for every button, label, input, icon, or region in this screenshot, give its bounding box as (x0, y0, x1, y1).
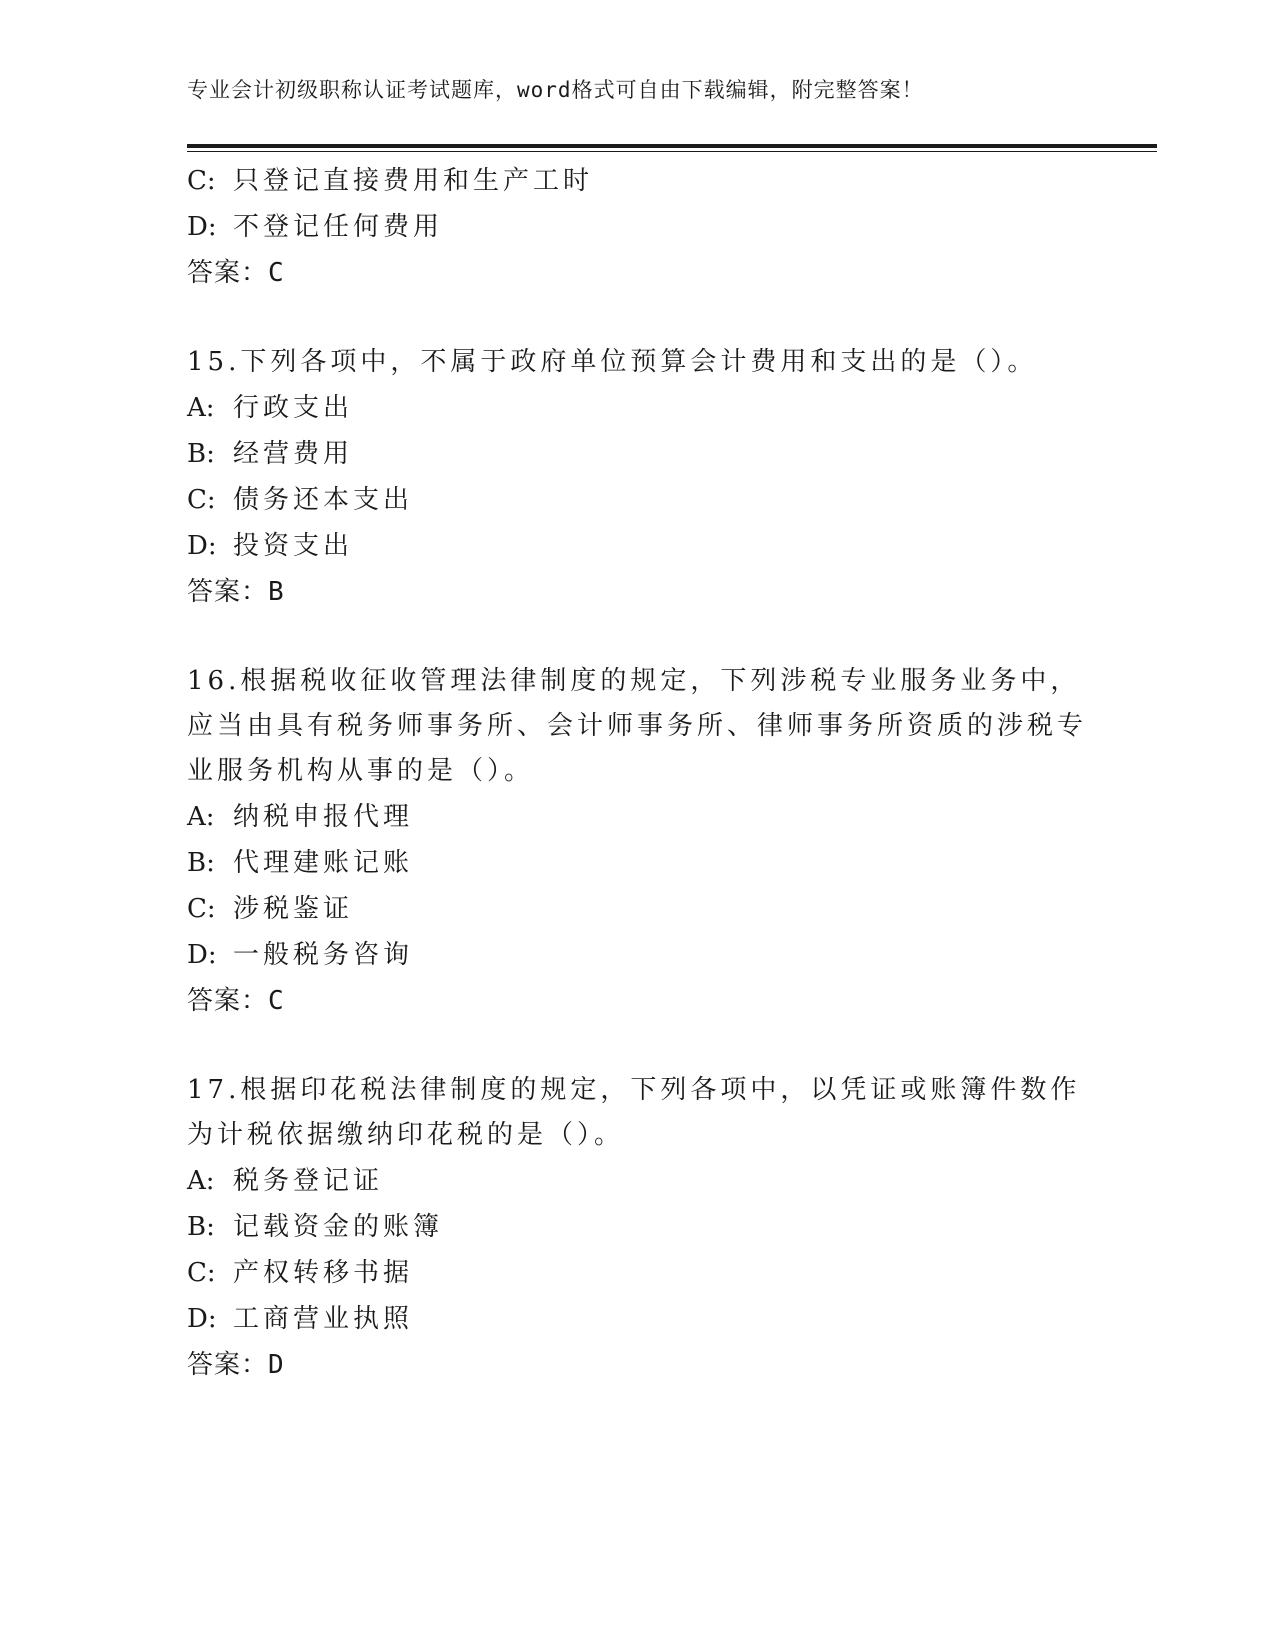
answer-line: 答案：C (187, 986, 285, 1016)
header-rule-thick (187, 144, 1157, 148)
option-d: D: 投资支出 (187, 531, 354, 561)
option-a: A: 纳税申报代理 (187, 802, 414, 832)
option-d: D: 一般税务咨询 (187, 940, 414, 970)
answer-line: 答案：C (187, 258, 285, 288)
question-stem: 15.下列各项中，不属于政府单位预算会计费用和支出的是（）。 (187, 347, 1038, 377)
question-list (187, 158, 1087, 1388)
option-a: A: 税务登记证 (187, 1166, 384, 1196)
question-17 (187, 1068, 1087, 1388)
option-b: B: 经营费用 (187, 439, 354, 469)
option-d: D: 工商营业执照 (187, 1304, 414, 1334)
answer-line: 答案：D (187, 1350, 285, 1380)
question-stem: 16.根据税收征收管理法律制度的规定，下列涉税专业服务业务中，应当由具有税务师事务所、会计师事务所、律师事务所资质的涉税专业服务机构从事的是（）。 (187, 666, 1088, 786)
option-c: C: 产权转移书据 (187, 1258, 414, 1288)
answer-line: 答案：B (187, 577, 285, 607)
option-c: C: 只登记直接费用和生产工时 (187, 166, 594, 196)
question-stem: 17.根据印花税法律制度的规定，下列各项中，以凭证或账簿件数作为计税依据缴纳印花税的是（）。 (187, 1075, 1081, 1150)
option-b: B: 记载资金的账簿 (187, 1212, 444, 1242)
option-a: A: 行政支出 (187, 393, 354, 423)
option-c: C: 债务还本支出 (187, 485, 414, 515)
option-b: B: 代理建账记账 (187, 848, 414, 878)
question-16 (187, 659, 1087, 1024)
question-15 (187, 340, 1087, 615)
option-d: D: 不登记任何费用 (187, 212, 444, 242)
header-rule-thin (187, 151, 1157, 152)
document-header: 专业会计初级职称认证考试题库，word格式可自由下载编辑，附完整答案！ (187, 78, 924, 102)
option-c: C: 涉税鉴证 (187, 894, 354, 924)
question-14-continuation (187, 158, 1087, 296)
